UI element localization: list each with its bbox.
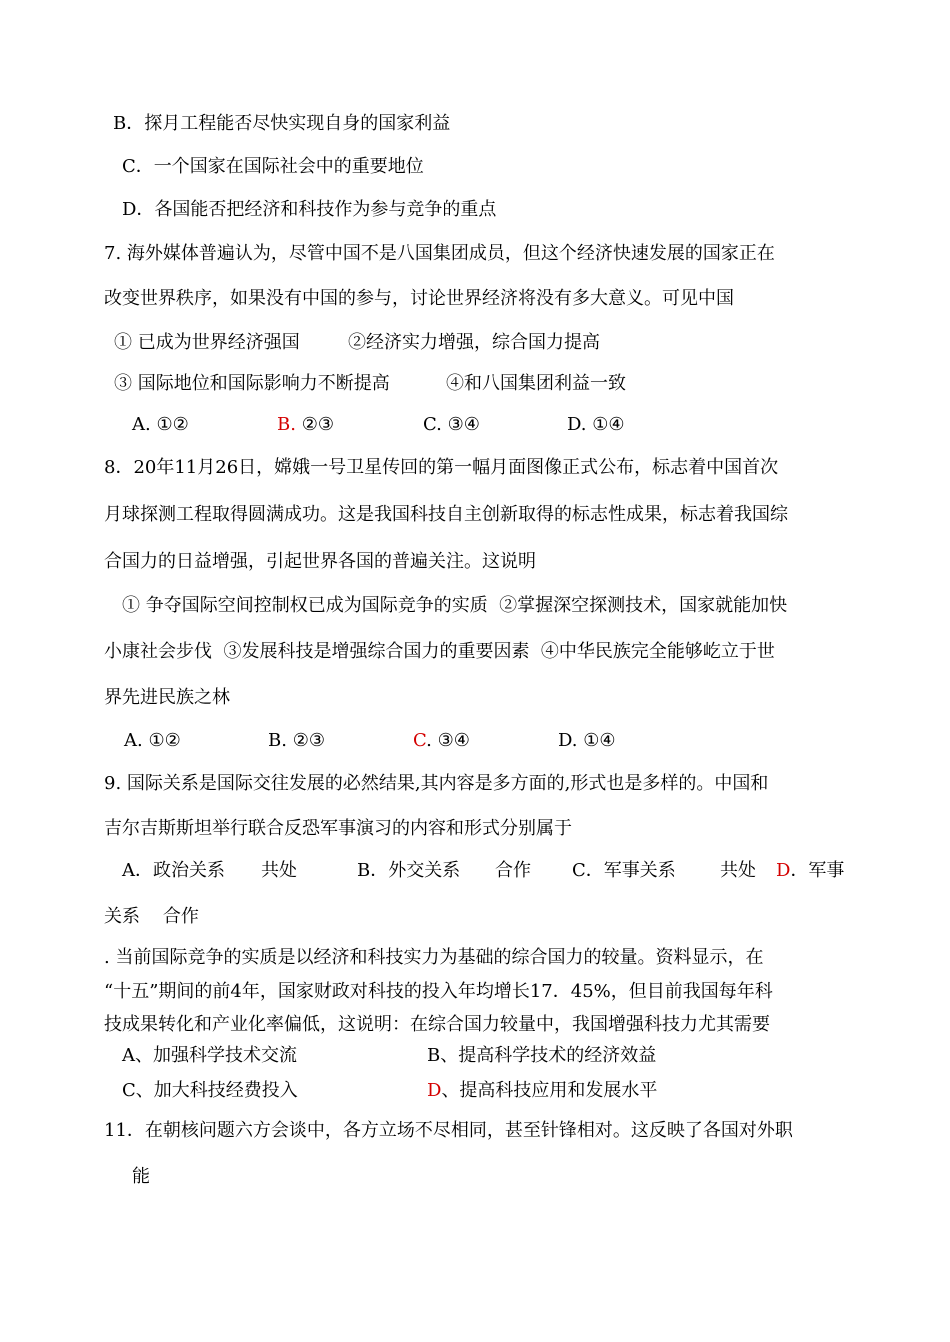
q10-choice-c: C、加大科技经费投入	[122, 1080, 298, 1101]
q10-stem-line2: “十五”期间的前4年，国家财政对科技的投入年均增长17．45%，但目前我国每年科	[104, 981, 773, 1002]
q11-stem-line2: 能	[132, 1166, 150, 1187]
q8-stem-line3: 合国力的日益增强，引起世界各国的普遍关注。这说明	[104, 551, 536, 572]
q9-choice-b: B．外交关系	[357, 860, 461, 881]
q9-choice-a: A．政治关系	[122, 860, 225, 881]
q10-stem-line3: 技成果转化和产业化率偏低，这说明：在综合国力较量中，我国增强科技力尤其需要	[104, 1014, 770, 1035]
q8-statements-line3: 界先进民族之林	[104, 687, 230, 708]
q9-choice-a-form: 共处	[261, 860, 297, 881]
q7-statement-4: ④和八国集团利益一致	[446, 373, 626, 394]
q7-choice-b: B. ②③	[277, 414, 334, 435]
q10-choice-a: A、加强科学技术交流	[122, 1045, 297, 1066]
q7-statement-2: ②经济实力增强，综合国力提高	[348, 332, 600, 353]
q9-choice-d-continued: 关系 合作	[104, 906, 199, 927]
q8-choice-b: B. ②③	[268, 730, 325, 751]
q10-answer-marker: D	[427, 1080, 442, 1101]
q9-choice-b-form: 合作	[495, 860, 531, 881]
q7-statement-3: ③ 国际地位和国际影响力不断提高	[114, 373, 390, 394]
q9-answer-marker: D	[776, 860, 791, 881]
q7-choice-a: A. ①②	[132, 414, 189, 435]
q8-choice-a: A. ①②	[124, 730, 181, 751]
q10-choice-d: D、提高科技应用和发展水平	[427, 1080, 658, 1101]
q9-stem-line1: 9. 国际关系是国际交往发展的必然结果,其内容是多方面的,形式也是多样的。中国和	[104, 773, 769, 794]
q7-statement-1: ① 已成为世界经济强国	[114, 332, 300, 353]
q8-choice-c: C. ③④	[413, 730, 470, 751]
q8-statements-line1: ① 争夺国际空间控制权已成为国际竞争的实质 ②掌握深空探测技术，国家就能加快	[122, 595, 788, 616]
q8-stem-line2: 月球探测工程取得圆满成功。这是我国科技自主创新取得的标志性成果，标志着我国综	[104, 504, 788, 525]
q6-option-b: B．探月工程能否尽快实现自身的国家利益	[113, 113, 451, 134]
q6-option-d: D．各国能否把经济和科技作为参与竞争的重点	[122, 199, 497, 220]
q10-choice-b: B、提高科学技术的经济效益	[427, 1045, 657, 1066]
q8-statements-line2: 小康社会步伐 ③发展科技是增强综合国力的重要因素 ④中华民族完全能够屹立于世	[104, 641, 775, 662]
q8-stem-line1: 8．20年11月26日，嫦娥一号卫星传回的第一幅月面图像正式公布，标志着中国首次	[104, 457, 779, 478]
q8-answer-marker: C	[413, 730, 427, 751]
q9-stem-line2: 吉尔吉斯斯坦举行联合反恐军事演习的内容和形式分别属于	[104, 818, 572, 839]
q10-stem-line1: . 当前国际竞争的实质是以经济和科技实力为基础的综合国力的较量。资料显示，在	[104, 947, 764, 968]
q11-stem-line1: 11．在朝核问题六方会谈中，各方立场不尽相同，甚至针锋相对。这反映了各国对外职	[104, 1120, 793, 1141]
q9-choice-d: D．军事	[776, 860, 845, 881]
q8-choice-d: D. ①④	[558, 730, 616, 751]
q7-stem-line2: 改变世界秩序，如果没有中国的参与，讨论世界经济将没有多大意义。可见中国	[104, 288, 734, 309]
q7-answer-marker: B.	[277, 414, 296, 435]
q7-choice-c: C. ③④	[423, 414, 480, 435]
q7-choice-d: D. ①④	[567, 414, 625, 435]
q9-choice-c: C．军事关系	[572, 860, 676, 881]
q9-choice-c-form: 共处	[720, 860, 756, 881]
q6-option-c: C．一个国家在国际社会中的重要地位	[122, 156, 424, 177]
q7-stem-line1: 7. 海外媒体普遍认为，尽管中国不是八国集团成员，但这个经济快速发展的国家正在	[104, 243, 775, 264]
